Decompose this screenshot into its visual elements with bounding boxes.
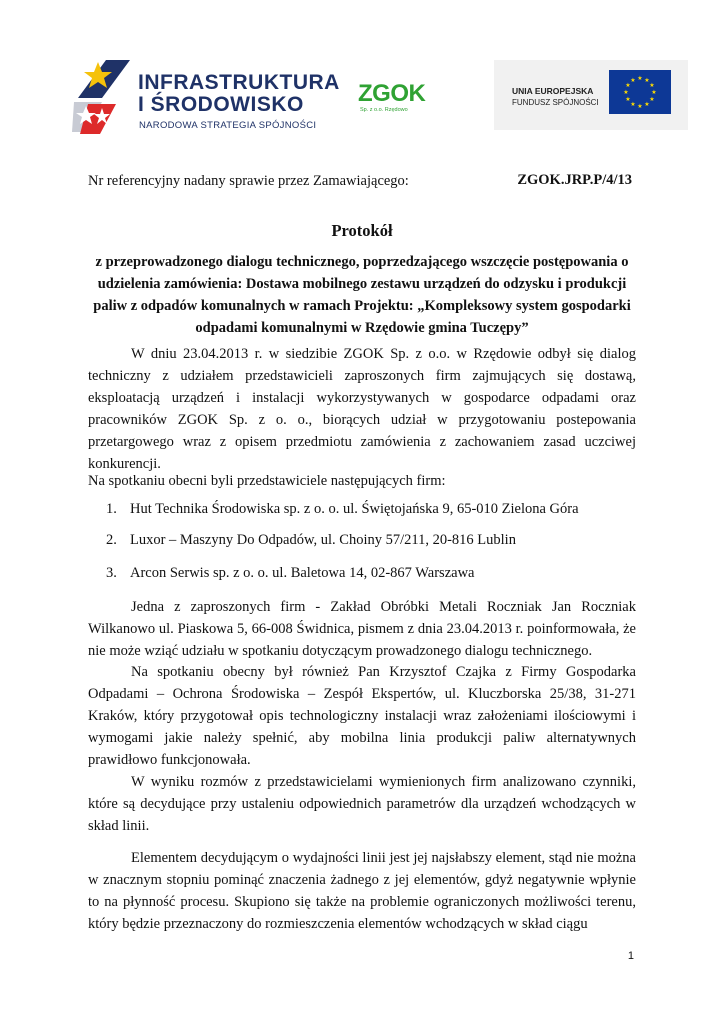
poland-flag-logo-icon	[72, 58, 130, 134]
logo-subtitle: NARODOWA STRATEGIA SPÓJNOŚCI	[139, 120, 317, 131]
list-item-text: Luxor – Maszyny Do Odpadów, ul. Choiny 57/211, 20-816 Lublin	[130, 532, 516, 548]
svg-text:★: ★	[637, 75, 643, 82]
paragraph-absent-company: Jedna z zaproszonych firm - Zakład Obróbki Metali Roczniak Jan Roczniak Wilkanowo ul. Piaskowa 5, 66-008 Świdnica, pismem z dnia 23.04.2013 r. poinformowała, że nie może wziąć udziału w spotkaniu dotyczącym prowadzonego dialogu technicznego.	[88, 599, 636, 659]
reference-code: ZGOK.JRP.P/4/13	[517, 172, 632, 188]
list-item-text: Hut Technika Środowiska sp. z o. o. ul. Świętojańska 9, 65-010 Zielona Góra	[130, 501, 579, 517]
eu-flag-icon	[609, 70, 671, 114]
eu-logo-line2: FUNDUSZ SPÓJNOŚCI	[512, 98, 599, 107]
infrastruktura-logo	[72, 58, 340, 138]
zgok-logo-sub: Sp. z o.o. Rzędowo	[360, 107, 408, 113]
zgok-logo	[358, 80, 444, 120]
paragraph-intro: W dniu 23.04.2013 r. w siedzibie ZGOK Sp. z o.o. w Rzędowie odbył się dialog techniczny z udziałem przedstawicieli zaproszonych firm zajmujących się dostawą, eksploatacją urządzeń i instalacji wykorzystywanych w gospodarce odpadami oraz pracowników ZGOK Sp. z o. o., biorących udział w przygotowaniu postepowania przetargowego wraz z opisem przedmiotu zamówienia z zachowaniem zasad uczciwej konkurencji.	[88, 346, 636, 472]
svg-text:★: ★	[630, 101, 636, 108]
svg-text:★: ★	[644, 101, 650, 108]
paragraph-efficiency: Elementem decydującym o wydajności linii jest jej najsłabszy element, stąd nie można w znacznym stopniu pominąć znaczenia żadnego z jej elementów, gdyż negatywnie wpłynie to na płynność procesu. Skupiono się także na problemie ograniczonych możliwości terenu, który będzie przeznaczony do rozmieszczenia elementów wchodzących w skład ciągu	[88, 850, 636, 932]
svg-text:★: ★	[623, 89, 629, 96]
eu-logo	[494, 60, 688, 130]
list-item-number: 3.	[106, 565, 117, 581]
zgok-logo-name: ZGOK	[358, 80, 426, 107]
paragraph-attendees-intro: Na spotkaniu obecni byli przedstawiciele następujących firm:	[88, 473, 446, 489]
list-item-number: 2.	[106, 532, 117, 548]
eu-logo-line1: UNIA EUROPEJSKA	[512, 86, 594, 96]
reference-label: Nr referencyjny nadany sprawie przez Zamawiającego:	[88, 173, 409, 189]
list-item-text: Arcon Serwis sp. z o. o. ul. Baletowa 14, 02-867 Warszawa	[130, 565, 475, 581]
paragraph-expert: Na spotkaniu obecny był również Pan Krzysztof Czajka z Firmy Gospodarka Odpadami – Ochrona Środowiska – Zespół Ekspertów, ul. Kluczborska 25/38, 31-271 Kraków, który przygotował opis technologiczny instalacji wraz założeniami ilościowymi i wymogami jakie należy spełnić, aby mobilna linia produkcji paliw alternatywnych prawidłowo funkcjonowała.	[88, 664, 636, 768]
logo-title-line1: INFRASTRUKTURA	[138, 71, 340, 94]
logo-title-line2: I ŚRODOWISKO	[138, 93, 304, 116]
list-item-number: 1.	[106, 501, 117, 517]
svg-text:★: ★	[625, 82, 631, 89]
page-number: 1	[627, 950, 634, 962]
svg-text:★: ★	[649, 96, 655, 103]
paragraph-analysis: W wyniku rozmów z przedstawicielami wymienionych firm analizowano czynniki, które są decydujące przy ustaleniu odpowiednich parametrów dla urządzeń wchodzących w skład linii.	[88, 774, 636, 834]
svg-text:★: ★	[625, 96, 631, 103]
svg-text:★: ★	[651, 89, 657, 96]
svg-text:★: ★	[649, 82, 655, 89]
document-subtitle: z przeprowadzonego dialogu technicznego, poprzedzającego wszczęcie postępowania o udzielenia zamówienia: Dostawa mobilnego zestawu urządzeń do odzysku i produkcji paliw z odpadów komunalnych w ramach Projektu: „Kompleksowy system gospodarki odpadami komunalnymi w Rzędowie gmina Tuczępy”	[93, 254, 631, 336]
svg-text:★: ★	[630, 77, 636, 84]
page-title: Protokół	[331, 221, 393, 240]
svg-text:★: ★	[644, 77, 650, 84]
svg-text:★: ★	[637, 103, 643, 110]
